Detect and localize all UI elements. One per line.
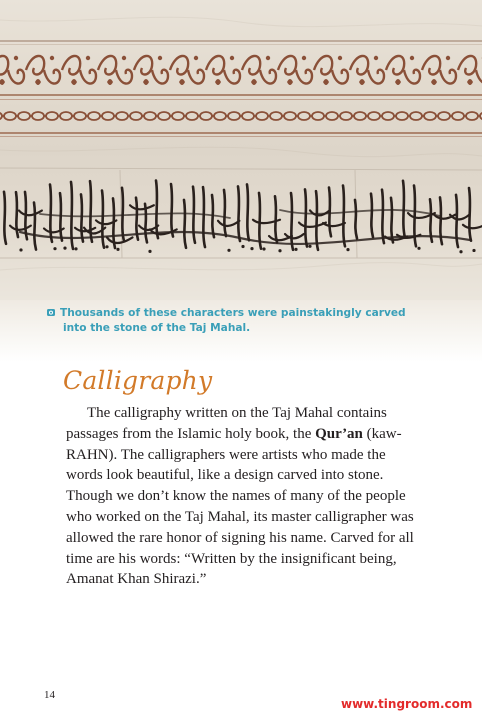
body-line: [66, 424, 466, 445]
body-line: RAHN). The calligraphers were artists who made the: [66, 446, 386, 463]
caption-line-1: Thousands of these characters were painstakingly carved: [60, 307, 406, 319]
calligraphy-photo: [0, 0, 482, 300]
page-number: 14: [44, 689, 55, 701]
body-paragraph: [66, 403, 466, 590]
body-line: words look beautiful, like a design carved into stone.: [66, 467, 384, 484]
photo-caption: [47, 306, 457, 336]
body-line: Though we don’t know the names of many of the people: [66, 488, 406, 505]
body-text-run: (kaw-: [362, 425, 402, 442]
bold-term: Qur’an: [315, 425, 363, 442]
body-line: who worked on the Taj Mahal, its master calligrapher was: [66, 508, 414, 525]
section-heading: Calligraphy: [63, 366, 213, 395]
body-line: The calligraphy written on the Taj Mahal contains: [87, 405, 387, 421]
camera-icon: [47, 306, 55, 314]
body-text-run: passages from the Islamic holy book, the: [66, 425, 316, 442]
body-line: allowed the rare honor of signing his name. Carved for all: [66, 529, 414, 546]
body-line: Amanat Khan Shirazi.”: [66, 571, 207, 588]
caption-line-2: into the stone of the Taj Mahal.: [63, 322, 251, 334]
watermark-link[interactable]: www.tingroom.com: [341, 697, 473, 711]
body-line: time are his words: “Written by the insignificant being,: [66, 550, 397, 567]
